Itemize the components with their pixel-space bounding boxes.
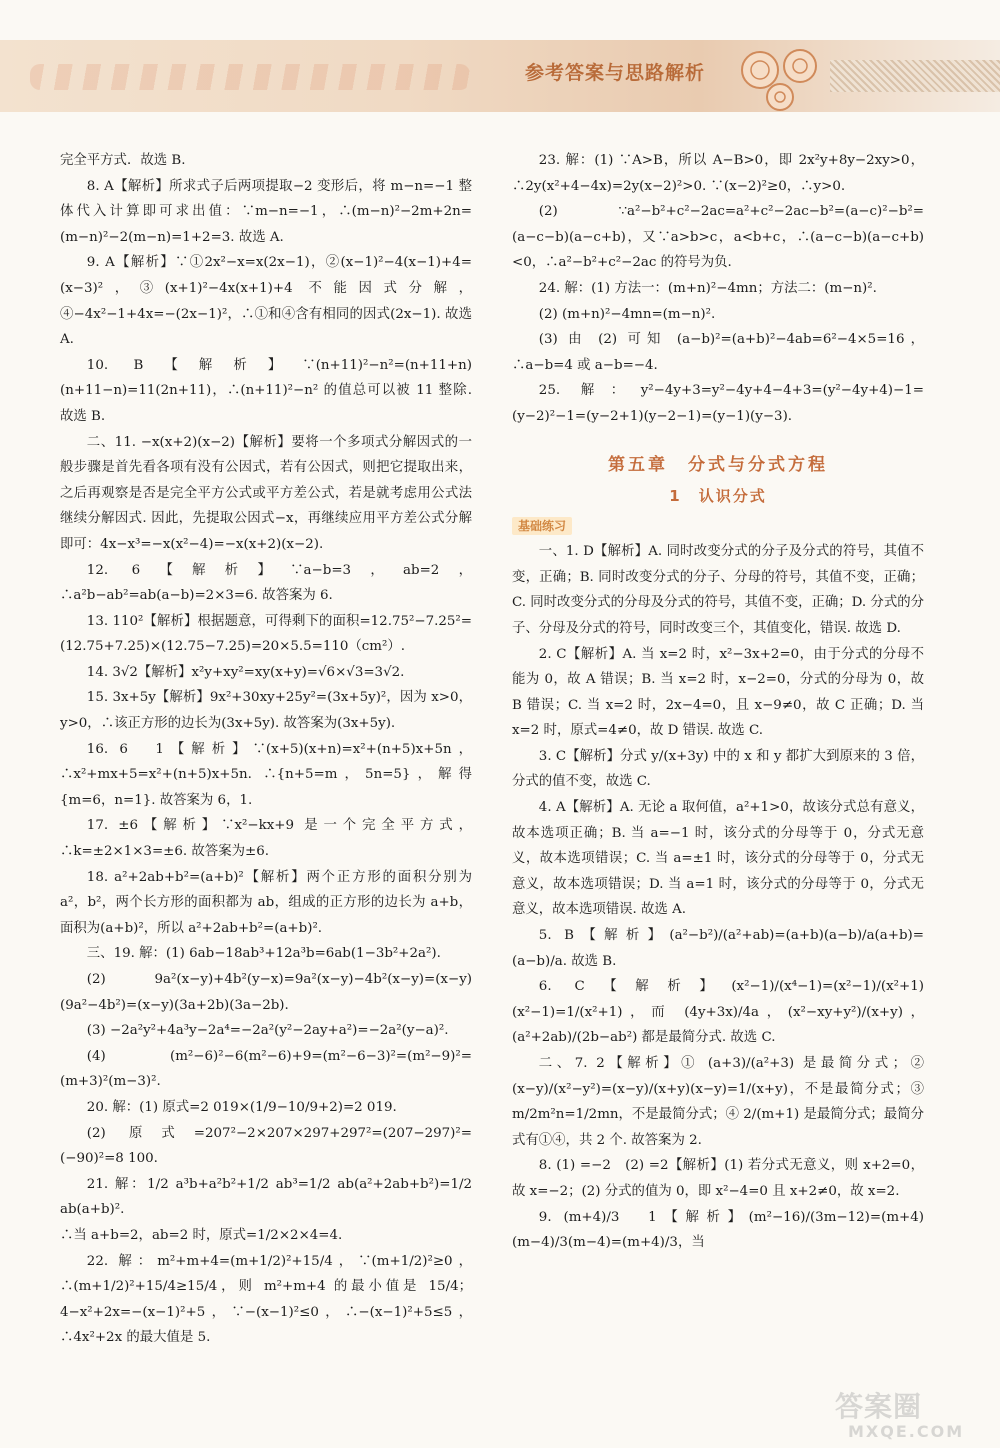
right-column xyxy=(512,148,924,1256)
answer-paragraph: 16. 6 1【解析】∵(x+5)(x+n)=x²+(n+5)x+5n，∴x²+mx+5=x²+(n+5)x+5n. ∴{n+5=m，5n=5}，解得{m=6，n=1}. 故答案为 6，1. xyxy=(60,741,472,808)
answer-paragraph: 24. 解：(1) 方法一：(m+n)²−4mn；方法二：(m−n)². xyxy=(538,280,877,296)
answer-paragraph: (2) ∵a²−b²+c²−2ac=a²+c²−2ac−b²=(a−c)²−b²=(a−c−b)(a−c+b)，又∵a>b>c，a<b+c，∴(a−c−b)(a−c+b)<0，∴a²−b²+c²−2ac 的符号为负. xyxy=(512,204,924,271)
answer-paragraph: 25. 解：y²−4y+3=y²−4y+4−4+3=(y²−4y+4)−1=(y−2)²−1=(y−2+1)(y−2−1)=(y−1)(y−3). xyxy=(512,383,924,424)
answer-paragraph: (2) 原式=207²−2×207×297+297²=(207−297)²=(−90)²=8 100. xyxy=(60,1125,472,1167)
answer-paragraph: 完全平方式．故选 B. xyxy=(60,153,186,168)
answer-paragraph: 20. 解：(1) 原式=2 019×(1/9−10/9+2)=2 019. xyxy=(86,1099,397,1115)
answer-paragraph: 8. A【解析】所求式子后两项提取−2 变形后，将 m−n=−1 整体代入计算即可求出值：∵m−n=−1，∴(m−n)²−2m+2n=(m−n)²−2(m−n)=1+2=3. 故选 A. xyxy=(60,178,472,245)
answer-paragraph: 17. ±6【解析】∵x²−kx+9 是一个完全平方式，∴k=±2×1×3=±6. 故答案为±6. xyxy=(60,818,472,860)
answer-paragraph: 一、1. D【解析】A. 同时改变分式的分子及分式的符号，其值不变，正确；B. 同时改变分式的分子、分母的符号，其值不变，正确；C. 同时改变分式的分母及分式的符号，其值不变，正确；D. 分式的分子、分母及分式的符号，同时改变三个，其值变化，错误. 故选 D. xyxy=(512,544,924,636)
answer-paragraph: 23. 解：(1) ∵A>B，所以 A−B>0，即 2x²y+8y−2xy>0，∴2y(x²+4−4x)=2y(x−2)²>0. ∵(x−2)²≥0，∴y>0. xyxy=(512,153,924,194)
answer-paragraph: 8. (1) =−2 (2) =2【解析】(1) 若分式无意义，则 x+2=0，故 x=−2；(2) 分式的值为 0，即 x²−4=0 且 x+2≠0，故 x=2. xyxy=(512,1158,924,1199)
section-title: 1 认识分式 xyxy=(669,486,767,505)
watermark-url: MXQE.COM xyxy=(848,1422,965,1441)
chapter-title: 第五章 分式与分式方程 xyxy=(608,454,828,475)
answer-paragraph: 三、19. 解：(1) 6ab−18ab³+12a³b=6ab(1−3b²+2a²). xyxy=(86,946,441,962)
answer-paragraph: 12. 6【解析】∵a−b=3，ab=2，∴a²b−ab²=ab(a−b)=2×3=6. 故答案为 6. xyxy=(60,562,472,604)
answer-paragraph: 2. C【解析】A. 当 x=2 时，x²−3x+2=0，由于分式的分母不能为 0，故 A 错误；B. 当 x=2 时，x−2=0，分式的分母为 0，故 B 错误；C. 当 x=2 时，2x−4=0，且 x−9≠0，故 C 正确；D. 当 x=2 时，原式=4≠0，故 D 错误. 故选 C. xyxy=(512,646,924,739)
answer-paragraph: 21. 解：1/2 a³b+a²b²+1/2 ab³=1/2 ab(a²+2ab+b²)=1/2 ab(a+b)². xyxy=(60,1176,472,1218)
answer-paragraph: (3) 由 (2) 可知 (a−b)²=(a+b)²−4ab=6²−4×5=16，∴a−b=4 或 a−b=−4. xyxy=(512,332,924,373)
answer-paragraph: 9. A【解析】∵①2x²−x=x(2x−1)，②(x−1)²−4(x−1)+4=(x−3)²，③(x+1)²−4x(x+1)+4 不能因式分解，④−4x²−1+4x=−(2x−1)²，∴①和④含有相同的因式(2x−1). 故选 A. xyxy=(60,255,472,348)
answer-paragraph: 14. 3√2【解析】x²y+xy²=xy(x+y)=√6×√3=3√2. xyxy=(86,664,405,680)
left-column xyxy=(60,148,472,1351)
answer-paragraph: (4) (m²−6)²−6(m²−6)+9=(m²−6−3)²=(m²−9)²=(m+3)²(m−3)². xyxy=(60,1048,472,1090)
answer-paragraph: (2) (m+n)²−4mn=(m−n)². xyxy=(538,306,716,322)
answer-paragraph: 13. 110²【解析】根据题意，可得剩下的面积=12.75²−7.25²=(12.75+7.25)×(12.75−7.25)=20×5.5=110（cm²）. xyxy=(60,613,472,655)
answer-paragraph: 10. B【解析】∵(n+11)²−n²=(n+11+n)(n+11−n)=11(2n+11)，∴(n+11)²−n² 的值总可以被 11 整除. 故选 B. xyxy=(60,357,472,424)
answer-paragraph: (2) 9a²(x−y)+4b²(y−x)=9a²(x−y)−4b²(x−y)=(x−y)(9a²−4b²)=(x−y)(3a+2b)(3a−2b). xyxy=(60,972,472,1013)
header-title: 参考答案与思路解析 xyxy=(525,62,706,84)
answer-paragraph: 18. a²+2ab+b²=(a+b)²【解析】两个正方形的面积分别为 a²，b²，两个长方形的面积都为 ab，组成的正方形的边长为 a+b，面积为(a+b)²，所以 a²+2ab+b²=(a+b)². xyxy=(60,869,472,936)
answer-paragraph: 二、11. −x(x+2)(x−2)【解析】要将一个多项式分解因式的一般步骤是首先看各项有没有公因式，若有公因式，则把它提取出来，之后再观察是否是完全平方公式或平方差公式，若是就考虑用公式法继续分解因式. 因此，先提取公因式−x，再继续应用平方差公式分解即可：4x−x³=−x(x²−4)=−x(x+2)(x−2). xyxy=(60,434,472,552)
answer-paragraph: 9. (m+4)/3 1【解析】(m²−16)/(3m−12)=(m+4)(m−4)/3(m−4)=(m+4)/3，当 xyxy=(512,1209,924,1251)
flower-decoration-icon xyxy=(738,42,830,114)
answer-paragraph: 6. C【解析】(x²−1)/(x⁴−1)=(x²−1)/(x²+1)(x²−1)=1/(x²+1)，而 (4y+3x)/4a，(x²−xy+y²)/(x+y)，(a²+2ab)/(2b−ab²) 都是最简分式. 故选 C. xyxy=(512,979,924,1046)
answer-paragraph: (3) −2a²y²+4a³y−2a⁴=−2a²(y²−2ay+a²)=−2a²(y−a)². xyxy=(86,1023,449,1039)
header-brush-decoration xyxy=(30,64,470,90)
answer-paragraph: 5. B【解析】(a²−b²)/(a²+ab)=(a+b)(a−b)/a(a+b)=(a−b)/a. 故选 B. xyxy=(512,928,924,969)
header-texture-decoration xyxy=(830,60,1000,92)
watermark-logo: 答案圈 xyxy=(835,1390,923,1423)
answer-paragraph: 15. 3x+5y【解析】9x²+30xy+25y²=(3x+5y)²，因为 x>0，y>0，∴该正方形的边长为(3x+5y). 故答案为(3x+5y). xyxy=(60,690,472,732)
practice-badge: 基础练习 xyxy=(512,517,572,535)
answer-paragraph: 3. C【解析】分式 y/(x+3y) 中的 x 和 y 都扩大到原来的 3 倍，分式的值不变，故选 C. xyxy=(512,748,924,790)
answer-paragraph: 二、7. 2【解析】① (a+3)/(a²+3) 是最简分式；② (x−y)/(x²−y²)=(x−y)/(x+y)(x−y)=1/(x+y)，不是最简分式；③ m/2m²n=1/2mn，不是最简分式；④ 2/(m+1) 是最简分式；最简分式有①④，共 2 个. 故答案为 2. xyxy=(512,1056,924,1148)
answer-paragraph: 4. A【解析】A. 无论 a 取何值，a²+1>0，故该分式总有意义，故本选项正确；B. 当 a=−1 时，该分式的分母等于 0，分式无意义，故本选项错误；C. 当 a=±1 时，该分式的分母等于 0，分式无意义，故本选项错误；D. 当 a=1 时，该分式的分母等于 0，分式无意义，故本选项错误. 故选 A. xyxy=(512,800,924,918)
answer-paragraph: 22. 解：m²+m+4=(m+1/2)²+15/4，∵(m+1/2)²≥0，∴(m+1/2)²+15/4≥15/4，则 m²+m+4 的最小值是 15/4；4−x²+2x=−(x−1)²+5，∵−(x−1)²≤0，∴−(x−1)²+5≤5，∴4x²+2x 的最大值是 5. xyxy=(60,1253,472,1346)
answer-paragraph: ∴当 a+b=2，ab=2 时，原式=1/2×2×4=4. xyxy=(60,1227,343,1243)
page-header xyxy=(0,40,1000,112)
